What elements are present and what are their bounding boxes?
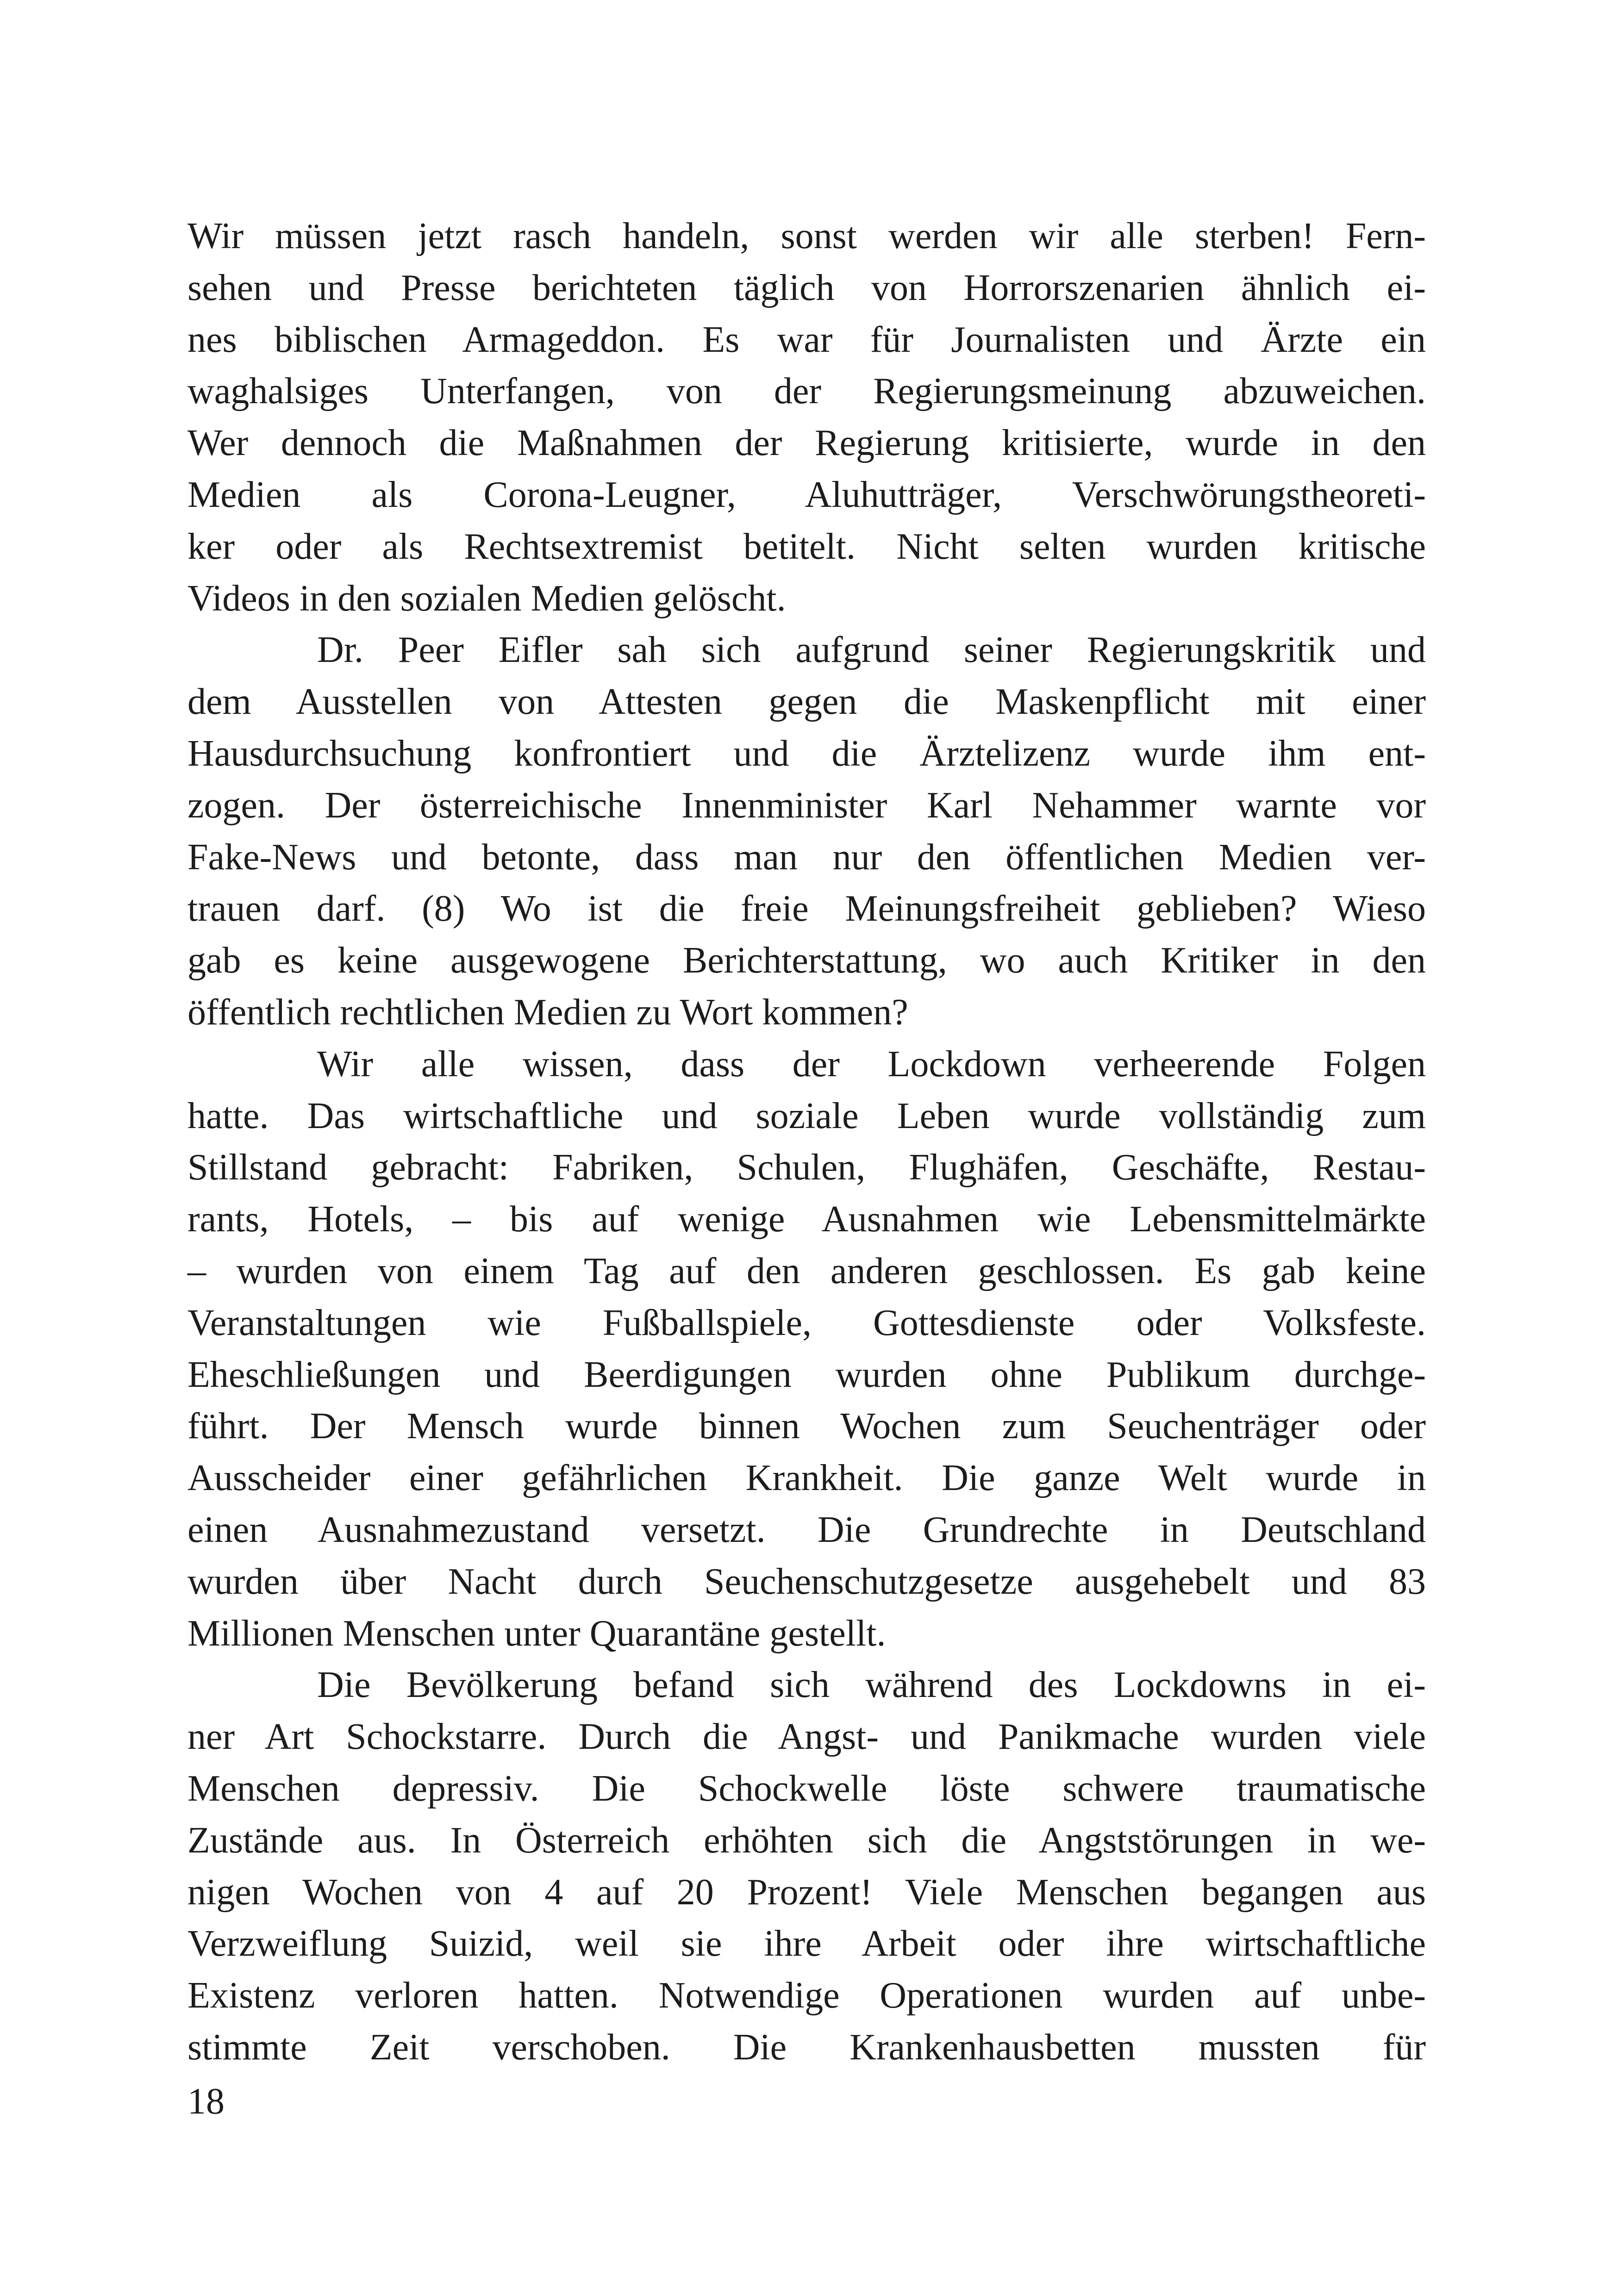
text-line: öffentlich rechtlichen Medien zu Wort kommen? (187, 992, 908, 1033)
text-line: Videos in den sozialen Medien gelöscht. (187, 578, 786, 619)
text-line: Verzweiflung Suizid, weil sie ihre Arbeit oder ihre wirtschaftliche (187, 1923, 1426, 1964)
text-line: Hausdurchsuchung konfrontiert und die Ärztelizenz wurde ihm ent- (187, 733, 1426, 774)
text-line: dem Ausstellen von Attesten gegen die Maskenpflicht mit einer (187, 681, 1426, 723)
text-line: nes biblischen Armageddon. Es war für Journalisten und Ärzte ein (187, 319, 1426, 360)
text-line: führt. Der Mensch wurde binnen Wochen zum Seuchenträger oder (187, 1406, 1426, 1447)
text-line: wurden über Nacht durch Seuchenschutzgesetze ausgehebelt und 83 (187, 1561, 1426, 1602)
text-line: hatte. Das wirtschaftliche und soziale Leben wurde vollständig zum (187, 1095, 1426, 1136)
text-line: zogen. Der österreichische Innenminister Karl Nehammer warnte vor (187, 785, 1426, 826)
text-line: einen Ausnahmezustand versetzt. Die Grundrechte in Deutschland (187, 1509, 1426, 1550)
text-line: Stillstand gebracht: Fabriken, Schulen, Flughäfen, Geschäfte, Restau- (187, 1147, 1426, 1188)
text-line: Medien als Corona-Leugner, Aluhutträger, Verschwörungstheoreti- (187, 474, 1426, 515)
text-line: Eheschließungen und Beerdigungen wurden ohne Publikum durchge- (187, 1354, 1426, 1395)
paragraph-first-line: Dr. Peer Eifler sah sich aufgrund seiner Regierungskritik und (317, 630, 1426, 671)
text-line: Existenz verloren hatten. Notwendige Operationen wurden auf unbe- (187, 1975, 1426, 2016)
text-line: waghalsiges Unterfangen, von der Regierungsmeinung abzuweichen. (187, 371, 1426, 412)
text-line: Veranstaltungen wie Fußballspiele, Gottesdienste oder Volksfeste. (187, 1302, 1426, 1343)
text-line: Millionen Menschen unter Quarantäne gestellt. (187, 1613, 886, 1654)
text-line: sehen und Presse berichteten täglich von Horrorszenarien ähnlich ei- (187, 267, 1426, 308)
text-line: Fake-News und betonte, dass man nur den öffentlichen Medien ver- (187, 836, 1426, 878)
text-line: rants, Hotels, – bis auf wenige Ausnahmen wie Lebensmittelmärkte (187, 1199, 1426, 1240)
text-line: ker oder als Rechtsextremist betitelt. Nicht selten wurden kritische (187, 526, 1426, 567)
text-line: – wurden von einem Tag auf den anderen geschlossen. Es gab keine (187, 1250, 1426, 1291)
text-line: Wir müssen jetzt rasch handeln, sonst werden wir alle sterben! Fern- (187, 216, 1426, 256)
paragraph-first-line: Die Bevölkerung befand sich während des Lockdowns in ei- (317, 1665, 1426, 1706)
text-line: Zustände aus. In Österreich erhöhten sich die Angststörungen in we- (187, 1820, 1426, 1861)
text-line: ner Art Schockstarre. Durch die Angst- und Panikmache wurden viele (187, 1716, 1426, 1758)
text-line: Menschen depressiv. Die Schockwelle löste schwere traumatische (187, 1768, 1426, 1809)
text-line: gab es keine ausgewogene Berichterstattung, wo auch Kritiker in den (187, 940, 1426, 981)
page-number: 18 (187, 2081, 225, 2122)
text-line: stimmte Zeit verschoben. Die Krankenhausbetten mussten für (187, 2027, 1426, 2068)
text-line: nigen Wochen von 4 auf 20 Prozent! Viele Menschen begangen aus (187, 1871, 1426, 1913)
body-text (187, 211, 1426, 2074)
paragraph-first-line: Wir alle wissen, dass der Lockdown verheerende Folgen (317, 1043, 1426, 1085)
text-line: Wer dennoch die Maßnahmen der Regierung kritisierte, wurde in den (187, 423, 1426, 464)
text-line: Ausscheider einer gefährlichen Krankheit. Die ganze Welt wurde in (187, 1458, 1426, 1499)
text-line: trauen darf. (8) Wo ist die freie Meinungsfreiheit geblieben? Wieso (187, 888, 1426, 929)
